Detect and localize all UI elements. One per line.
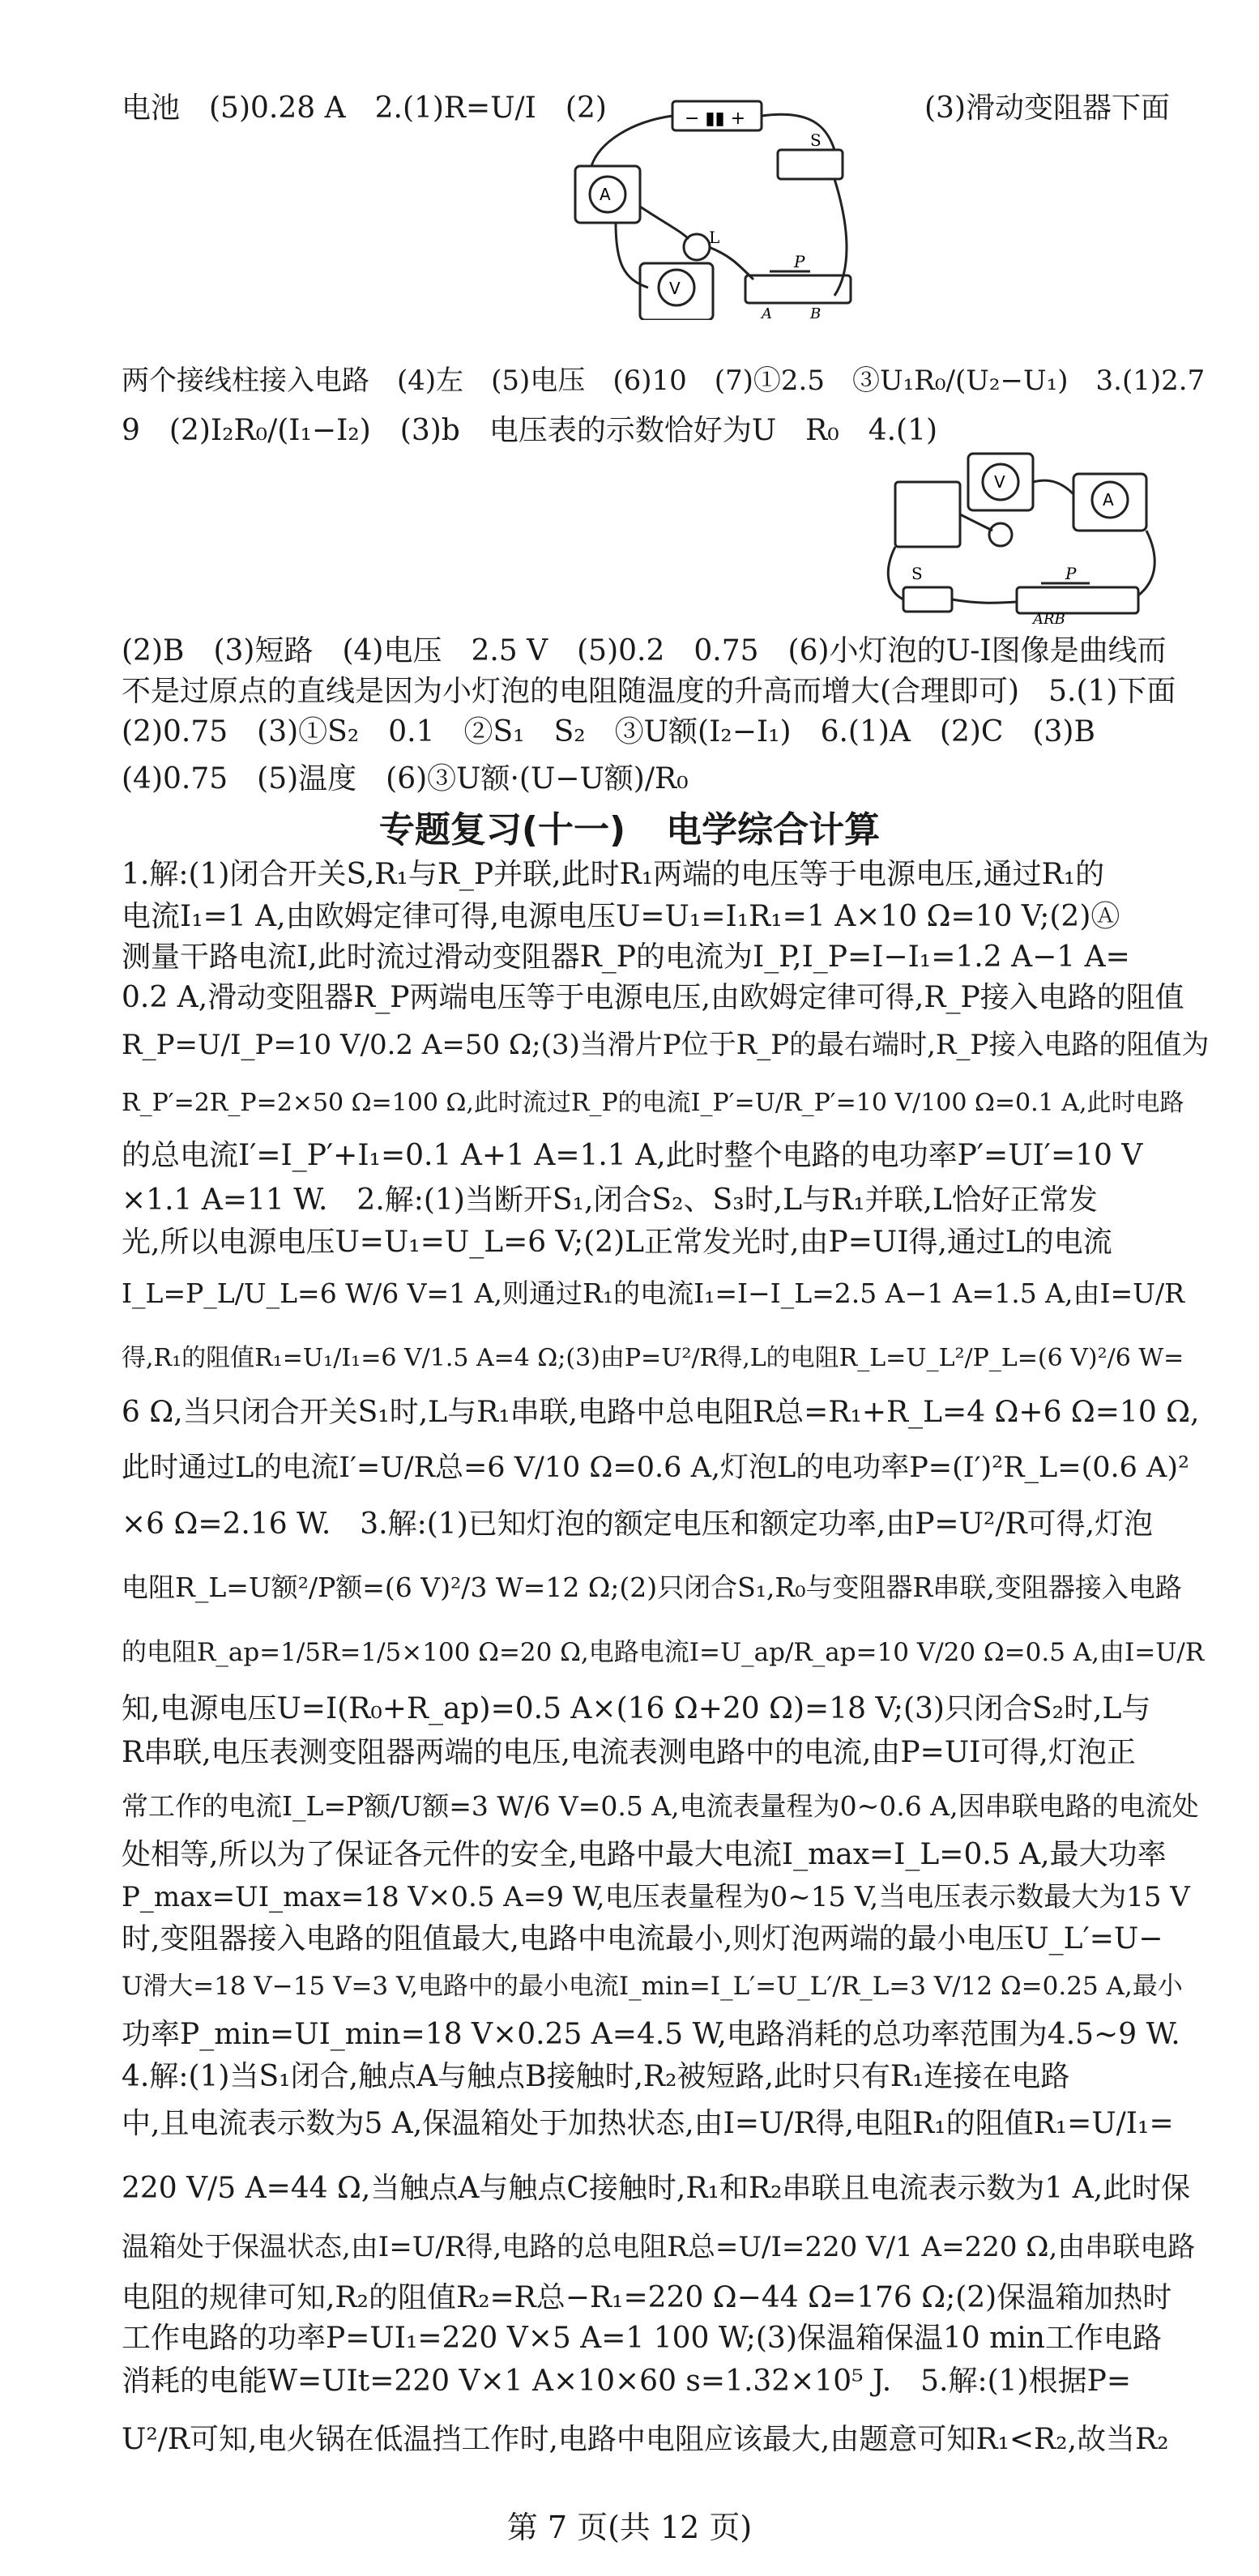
svg-text:S: S <box>911 564 923 583</box>
text-line: 时,变阻器接入电路的阻值最大,电路中电流最小,则灯泡两端的最小电压U_L′=U− <box>122 1922 1163 1955</box>
text-line: 电池 (5)0.28 A 2.(1)R=U/I (2) <box>122 92 607 125</box>
text-line: 测量干路电流I,此时流过滑动变阻器R_P的电流为I_P,I_P=I−I₁=1.2 A−1 A= <box>122 940 1130 974</box>
text-line: I_L=P_L/U_L=6 W/6 V=1 A,则通过R₁的电流I₁=I−I_L=2.5 A−1 A=1.5 A,由I=U/R <box>122 1277 1184 1309</box>
text-line: ×6 Ω=2.16 W. 3.解:(1)已知灯泡的额定电压和额定功率,由P=U²/R可得,灯泡 <box>122 1508 1154 1541</box>
circuit-drawing-2 <box>879 450 1171 624</box>
text-line: R串联,电压表测变阻器两端的电压,电流表测电路中的电流,由P=UI可得,灯泡正 <box>122 1736 1136 1769</box>
text-line: 电阻的规律可知,R₂的阻值R₂=R总−R₁=220 Ω−44 Ω=176 Ω;(2)保温箱加热时 <box>122 2281 1172 2314</box>
page-footer: 第 7 页(共 12 页) <box>506 2510 753 2545</box>
text-line: 电阻R_L=U额²/P额=(6 V)²/3 W=12 Ω;(2)只闭合S₁,R₀与变阻器R串联,变阻器接入电路 <box>122 1572 1182 1603</box>
text-line: (2)B (3)短路 (4)电压 2.5 V (5)0.2 0.75 (6)小灯泡的U-I图像是曲线而 <box>122 634 1167 667</box>
text-line: 常工作的电流I_L=P额/U额=3 W/6 V=0.5 A,电流表量程为0~0.6 A,因串联电路的电流处 <box>122 1790 1199 1822</box>
svg-text:A: A <box>1103 490 1114 510</box>
text-line: 消耗的电能W=UIt=220 V×1 A×10×60 s=1.32×10⁵ J. 5.解:(1)根据P= <box>122 2365 1131 2398</box>
text-line: 知,电源电压U=I(R₀+R_ap)=0.5 A×(16 Ω+20 Ω)=18 V;(3)只闭合S₂时,L与 <box>122 1692 1151 1725</box>
text-line: U²/R可知,电火锅在低温挡工作时,电路中电阻应该最大,由题意可知R₁<R₂,故当R₂ <box>122 2423 1169 2456</box>
text-line: 两个接线柱接入电路 (4)左 (5)电压 (6)10 (7)①2.5 ③U₁R₀/(U₂−U₁) 3.(1)2.7 <box>122 365 1206 397</box>
text-line: 9 (2)I₂R₀/(I₁−I₂) (3)b 电压表的示数恰好为U R₀ 4.(1) <box>122 414 938 447</box>
text-line: 0.2 A,滑动变阻器R_P两端电压等于电源电压,由欧姆定律可得,R_P接入电路的阻值 <box>122 981 1184 1014</box>
text-line: 不是过原点的直线是因为小灯泡的电阻随温度的升高而增大(合理即可) 5.(1)下面 <box>122 675 1176 708</box>
text-line: (3)滑动变阻器下面 <box>924 92 1170 125</box>
svg-text:− ▮▮ +: − ▮▮ + <box>685 109 746 129</box>
text-line: 电流I₁=1 A,由欧姆定律可得,电源电压U=U₁=I₁R₁=1 A×10 Ω=10 V;(2)Ⓐ <box>122 900 1120 933</box>
text-line: (4)0.75 (5)温度 (6)③U额·(U−U额)/R₀ <box>122 762 689 795</box>
text-line: R_P=U/I_P=10 V/0.2 A=50 Ω;(3)当滑片P位于R_P的最右端时,R_P接入电路的阻值为 <box>122 1029 1210 1061</box>
text-line: 光,所以电源电压U=U₁=U_L=6 V;(2)L正常发光时,由P=UI得,通过L的电流 <box>122 1226 1112 1259</box>
svg-text:V: V <box>994 472 1005 492</box>
svg-text:V: V <box>669 279 681 298</box>
text-line: 得,R₁的阻值R₁=U₁/I₁=6 V/1.5 A=4 Ω;(3)由P=U²/R得,L的电阻R_L=U_L²/P_L=(6 V)²/6 W= <box>122 1344 1184 1372</box>
text-line: 6 Ω,当只闭合开关S₁时,L与R₁串联,电路中总电阻R总=R₁+R_L=4 Ω+6 Ω=10 Ω, <box>122 1396 1200 1429</box>
text-line: 温箱处于保温状态,由I=U/R得,电路的总电阻R总=U/I=220 V/1 A=220 Ω,由串联电路 <box>122 2231 1196 2263</box>
text-line: 此时通过L的电流I′=U/R总=6 V/10 Ω=0.6 A,灯泡L的电功率P=(I′)²R_L=(0.6 A)² <box>122 1452 1190 1484</box>
text-line: 1.解:(1)闭合开关S,R₁与R_P并联,此时R₁两端的电压等于电源电压,通过R₁的 <box>122 858 1105 891</box>
svg-text:P: P <box>1065 564 1077 583</box>
section-heading-series: 专题复习(十一) <box>378 809 626 851</box>
svg-text:L: L <box>709 228 720 247</box>
text-line: (2)0.75 (3)①S₂ 0.1 ②S₁ S₂ ③U额(I₂−I₁) 6.(1)A (2)C (3)B <box>122 715 1095 748</box>
text-line: ×1.1 A=11 W. 2.解:(1)当断开S₁,闭合S₂、S₃时,L与R₁并联,L恰好正常发 <box>122 1184 1098 1217</box>
text-line: 功率P_min=UI_min=18 V×0.25 A=4.5 W,电路消耗的总功率范围为4.5~9 W. <box>122 2018 1180 2051</box>
text-line: 的电阻R_ap=1/5R=1/5×100 Ω=20 Ω,电路电流I=U_ap/R_ap=10 V/20 Ω=0.5 A,由I=U/R <box>122 1638 1205 1667</box>
svg-text:ARB: ARB <box>1033 611 1065 624</box>
text-line: 220 V/5 A=44 Ω,当触点A与触点C接触时,R₁和R₂串联且电流表示数为1 A,此时保 <box>122 2172 1191 2205</box>
svg-text:A: A <box>600 185 611 204</box>
text-line: 的总电流I′=I_P′+I₁=0.1 A+1 A=1.1 A,此时整个电路的电功率P′=UI′=10 V <box>122 1139 1143 1172</box>
text-line: R_P′=2R_P=2×50 Ω=100 Ω,此时流过R_P的电流I_P′=U/R_P′=10 V/100 Ω=0.1 A,此时电路 <box>122 1089 1184 1117</box>
circuit-drawing-1 <box>567 85 891 320</box>
svg-text:S: S <box>810 130 822 150</box>
section-heading <box>0 806 1259 855</box>
circuit-diagram-2 <box>879 450 1171 624</box>
svg-text:B: B <box>810 305 822 320</box>
text-line: 中,且电流表示数为5 A,保温箱处于加热状态,由I=U/R得,电阻R₁的阻值R₁=U/I₁= <box>122 2107 1174 2140</box>
text-line: 4.解:(1)当S₁闭合,触点A与触点B接触时,R₂被短路,此时只有R₁连接在电路 <box>122 2060 1070 2093</box>
section-heading-title: 电学综合计算 <box>666 809 881 851</box>
text-line: 工作电路的功率P=UI₁=220 V×5 A=1 100 W;(3)保温箱保温10 min工作电路 <box>122 2322 1162 2355</box>
svg-text:A: A <box>762 305 772 320</box>
svg-text:P: P <box>794 252 805 271</box>
circuit-diagram-1 <box>567 85 891 320</box>
text-line: U滑大=18 V−15 V=3 V,电路中的最小电流I_min=I_L′=U_L′/R_L=3 V/12 Ω=0.25 A,最小 <box>122 1972 1183 2001</box>
text-line: 处相等,所以为了保证各元件的安全,电路中最大电流I_max=I_L=0.5 A,最大功率 <box>122 1838 1167 1871</box>
text-line: P_max=UI_max=18 V×0.5 A=9 W,电压表量程为0~15 V,当电压表示数最大为15 V <box>122 1881 1190 1913</box>
